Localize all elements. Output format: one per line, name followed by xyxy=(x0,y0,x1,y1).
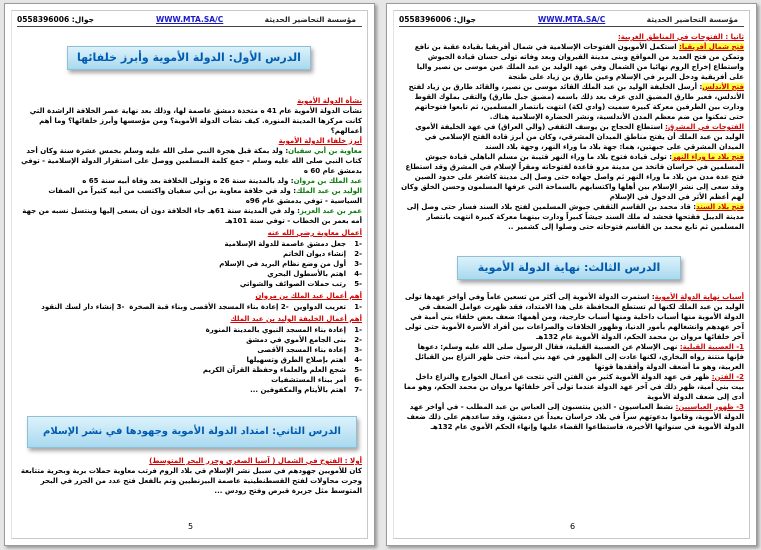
paragraph: : أرسل الخليفة الوليد بن عبد الملك القائد موسى بن نصير، والقائد طارق بن زياد لفتح الأندلس، فعبر طارق المضيق الذي عرف بعد ذلك باسمه (مضيق جبل طارق) والتقى بملوك القوط ودارت بين الطرفين معركة كبيرة سميت (وادي لكة) انتهت بانتصار المسلمين، ثم تابعوا فتوحاتهم حتى تمكنوا من ضم معظم المدن الأندلسية، ونشر الحضارة الإسلامية هناك. xyxy=(408,83,744,121)
list-item: -2 بنى الجامع الأموي في دمشق xyxy=(246,336,362,344)
header-phone: 0558396006 :جوال xyxy=(399,15,476,24)
list-item: -6 أمر ببناء المستشفيات xyxy=(271,376,362,384)
paragraph: : قاد محمد بن القاسم الثقفي جيوش المسلمين لفتح بلاد السند فسار حتى وصل إلى مدينة الديبل فقتحها فحشد له ملك السند جيشاً كبيراً ودارت بينهما معركة كبيرة انتهت بانتصار المسلمين ثم تابع محمد بن القاسم فتوحاته حتى وصلوا إلى كشمير .. xyxy=(406,203,744,231)
header-site-link[interactable]: WWW.MTA.SA/C xyxy=(538,15,606,24)
heading: ثانيا : الفتوحات في المناطق الغربية: xyxy=(617,33,744,41)
list-item: -2 إنشاء ديوان الخاتم xyxy=(282,250,362,258)
caliph-name: عمر بن عبد العزيز xyxy=(299,207,362,215)
paragraph: استطاع الحجاج بن يوسف الثقفي (والي العراق) في عهد الخليفة الأموي الوليد بن عبد الملك أن يفتح مناطق الميدان المشرقي، وكان من أبرز قادة الفتح الإسلامي في الميدان المشرقي على جبهتين، هما: جهة بلاد ما وراء النهر، وجهة بلاد السند xyxy=(415,123,744,151)
list-item: -1 جعل دمشق عاصمة للدولة الإسلامية xyxy=(224,240,362,248)
paragraph: : تولى قيادة فتوح بلاد ما وراء النهر قتيبة بن مسلم الباهلي قيادة جيوش المسلمين في خراسان فاتخذ من مدينة مرو قاعدة لفتوحاته ومقراً لإسلام في المشرق وقد استطاع فتح عدة مدن من بلاد ما وراء النهر ثم واصل جهاده حتى وصل إلى مدينة كاشغر على حدود الصين وقد سعى إلى نشر الإسلام بين أهلها واكتسابهم بالسماحة التي عرفها المسلمون وحسن الخلق وكان لهم أعظم الأثر في الدخول في الإسلام xyxy=(401,153,744,201)
caliph-name: معاوية بن أبي سفيان xyxy=(288,147,362,155)
page-number: 6 xyxy=(570,522,576,531)
list-item: -5 رتب حملات الصوائف والشواتي xyxy=(239,280,362,288)
paragraph: : استمرت الدولة الأموية إلى أكثر من تسعين عاماً وفي أواخر عهدها تولى الوليد بن عبد الملك لكنها لم تستطع المحافظة على هذا الامتداد، فقد ظهرت عوامل الضعف في الدولة الأموية منها أسباب داخلية ومنها أسباب خارجية، ومن أهمها: ضعف بعض خلفاء بني أمية في آخر عهدهم وانشغالهم بأمور الدنيا، وظهور الخلافات والصراعات بين أفراد الأسرة الأموية حتى تولى آخر خلفائها مروان بن محمد الحكم، الدولة الأموية عام 132هـ xyxy=(404,293,744,341)
subheading: فتح شمال أفريقيا: xyxy=(679,43,744,51)
page-header xyxy=(17,13,362,27)
list xyxy=(19,325,362,395)
page-left xyxy=(4,3,375,546)
list xyxy=(19,302,362,312)
list-item: -3 أول من وضع نظام البريد في الإسلام xyxy=(219,260,362,268)
paragraph: : ولد بالمدينة سنة 26 ه وتولى الخلافة بعد وفاة أبيه سنة 65 ه xyxy=(82,177,294,185)
right-content-top xyxy=(401,32,744,244)
heading: أسباب نهاية الدولة الأموية xyxy=(654,293,744,301)
subheading: فتح بلاد السند xyxy=(696,203,744,211)
paragraph: نهى الإسلام عن العصبية القبلية، فقال الرسول صلى الله عليه وسلم: دعوها فإنها منتنة رواه البخاري، لكنها عادت إلى الظهور في عهد بني أمية، حتى ظهر النزاع بين القبائل العربية، وهو ما أضعف الدولة وأفقدها قوتها xyxy=(414,343,744,371)
caliph-name: عبد الملك بن مروان xyxy=(293,177,362,185)
list-item: -7 اهتم بالأيتام والمكفوفين ... xyxy=(250,386,362,394)
paragraph: نشأت الدولة الأموية عام 41 ه متخذة دمشق عاصمة لها، وذلك بعد نهاية عصر الخلافة الراشدة التي كانت مركزها المدينة المنورة. كيف نشأت الدولة الأموية؟ ومن مؤسسها وأبرز خلفائها؟ وما أهم أعمالهم؟ xyxy=(29,107,362,135)
list xyxy=(19,239,362,289)
list-item: -3 إعادة بناء المسجد الأقصى xyxy=(257,346,362,354)
paragraph: : ولد في خلافة معاوية بن أبي سفيان واكتسب من أبيه كثيراً من الصفات السياسية - توفي بدمشق عام 96ه xyxy=(48,187,362,205)
header-site-link[interactable]: WWW.MTA.SA/C xyxy=(156,15,224,24)
heading: الفتوحات في المشرق: xyxy=(665,123,744,131)
lesson3-banner: الدرس الثالث: نهاية الدولة الأموية xyxy=(457,256,681,280)
subheading: 3- ظهور العباسيين: xyxy=(675,403,744,411)
heading: أهم أعمال عبد الملك بن مروان xyxy=(255,292,362,300)
paragraph: ظهر في عهد الدولة الأموية كثير من الفتن التي نتجت عن أعمال الخوارج والنزاع داخل بيت بني أمية، ظهر ذلك في آخر عهد الدولة عندما تولى آخر خلفائها مروان بن محمد الحكم، وهو مما أدى إلى ضعف الدولة الأموية xyxy=(404,373,744,401)
paragraph: : ولد بمكة قبل هجرة النبي صلى الله عليه وسلم بخمس عشرة سنة وكان أحد كتاب النبي صلى الله عليه وسلم - جمع كلمة المسلمين ووصل على استقرار الدولة الإسلامية - توفي بدمشق عام 60 ه xyxy=(21,147,362,175)
list-item: -5 شجع العلم والعلماء وحفظة القرآن الكريم xyxy=(202,366,362,374)
left-content-top xyxy=(19,96,362,396)
list-item: -1 تعريب الدواوين -2 إعادة بناء المسجد الأقصى وبناء قبة الصخرة -3 إنشاء دار لسك النقود xyxy=(41,303,362,311)
paragraph: : ولد في المدينة سنة 61هـ جاء الخلافة دون أن يسعى إليها وينتسل نسبه من جهة أمه بعمر بن الخطاب - توفي سنة 101هـ xyxy=(22,207,362,225)
lesson1-banner: الدرس الأول: الدولة الأموية وأبرز خلفائها xyxy=(67,46,311,70)
right-content-bottom xyxy=(401,292,744,518)
header-phone: 0558396006 :جوال xyxy=(17,15,94,24)
subheading: 1- العصبية القبلية: xyxy=(679,343,744,351)
list-item: -1 إعادة بناء المسجد النبوي بالمدينة المنورة xyxy=(205,326,362,334)
subheading: فتح الأندلس xyxy=(702,83,744,91)
heading: أهم أعمال الخليفة الوليد بن عبد الملك xyxy=(230,315,362,323)
header-institution: مؤسسة التحاضير الحديثة xyxy=(646,15,738,24)
paragraph: نشط العباسيون - الذين ينتسبون إلى العباس بن عبد المطلب - في أواخر عهد الدولة الأموية، وقاموا بدعوتهم سراً في بلاد خراسان بعيداً عن دمشق، وقد ساعدهم على ذلك ضعف الدولة الأموية في سنواتها الأخيرة، فاستطاعوا القضاء عليها وإنهاء الحكم الأموي عام 132هـ xyxy=(406,403,744,431)
subheading: فتح بلاد ما وراء النهر xyxy=(672,153,744,161)
heading: أعمال معاوية رضي الله عنه xyxy=(267,229,362,237)
list-item: -4 اهتم بالأسطول البحري xyxy=(267,270,362,278)
header-institution: مؤسسة التحاضير الحديثة xyxy=(264,15,356,24)
paragraph: كان للأمويين جهودهم في سبيل نشر الإسلام في بلاد الروم فرتب معاوية حملات برية وبحرية متتابعة وجرت محاولات لفتح القسطنطينية عاصمة البيزنطيين وتم بالفعل فتح عدد من الجزر في البحر المتوسط مثل جزيرة قبرص وفتح رودس ... xyxy=(20,467,362,495)
heading: أبرز خلفاء الدولة الأموية xyxy=(278,137,362,145)
caliph-name: الوليد بن عبد الملك xyxy=(296,187,362,195)
lesson2-banner: الدرس الثاني: امتداد الدولة الأموية وجهودها في نشر الإسلام xyxy=(27,416,357,448)
list-item: -4 اهتم بإصلاح الطرق وتسهيلها xyxy=(246,356,362,364)
heading: نشأة الدولة الأموية xyxy=(297,97,362,105)
page-right xyxy=(386,3,757,546)
heading: أولا : الفتوح في الشمال ( آسيا الصغرى وجزر البحر المتوسط) xyxy=(149,457,362,465)
left-content-bottom xyxy=(19,456,362,518)
subheading: 2- الفتن: xyxy=(711,373,744,381)
page-number: 5 xyxy=(188,522,194,531)
page-header xyxy=(399,13,744,27)
paragraph: استكمل الأمويون الفتوحات الإسلامية في شمال أفريقيا بقيادة عقبة بن نافع وتمكن من فتح العديد من المواقع وبنى مدينة القيروان وبعد وفاته تولى حسان قيادة الجيوش واستطاع إخراج الروم نهائيا من الشمال وفي عهد الوليد بن عبد الملك عين موسى بن نصير واليا على أفريقية ودخل البربر في الإسلام وعين طارق بن زياد على طنجة xyxy=(414,43,744,81)
